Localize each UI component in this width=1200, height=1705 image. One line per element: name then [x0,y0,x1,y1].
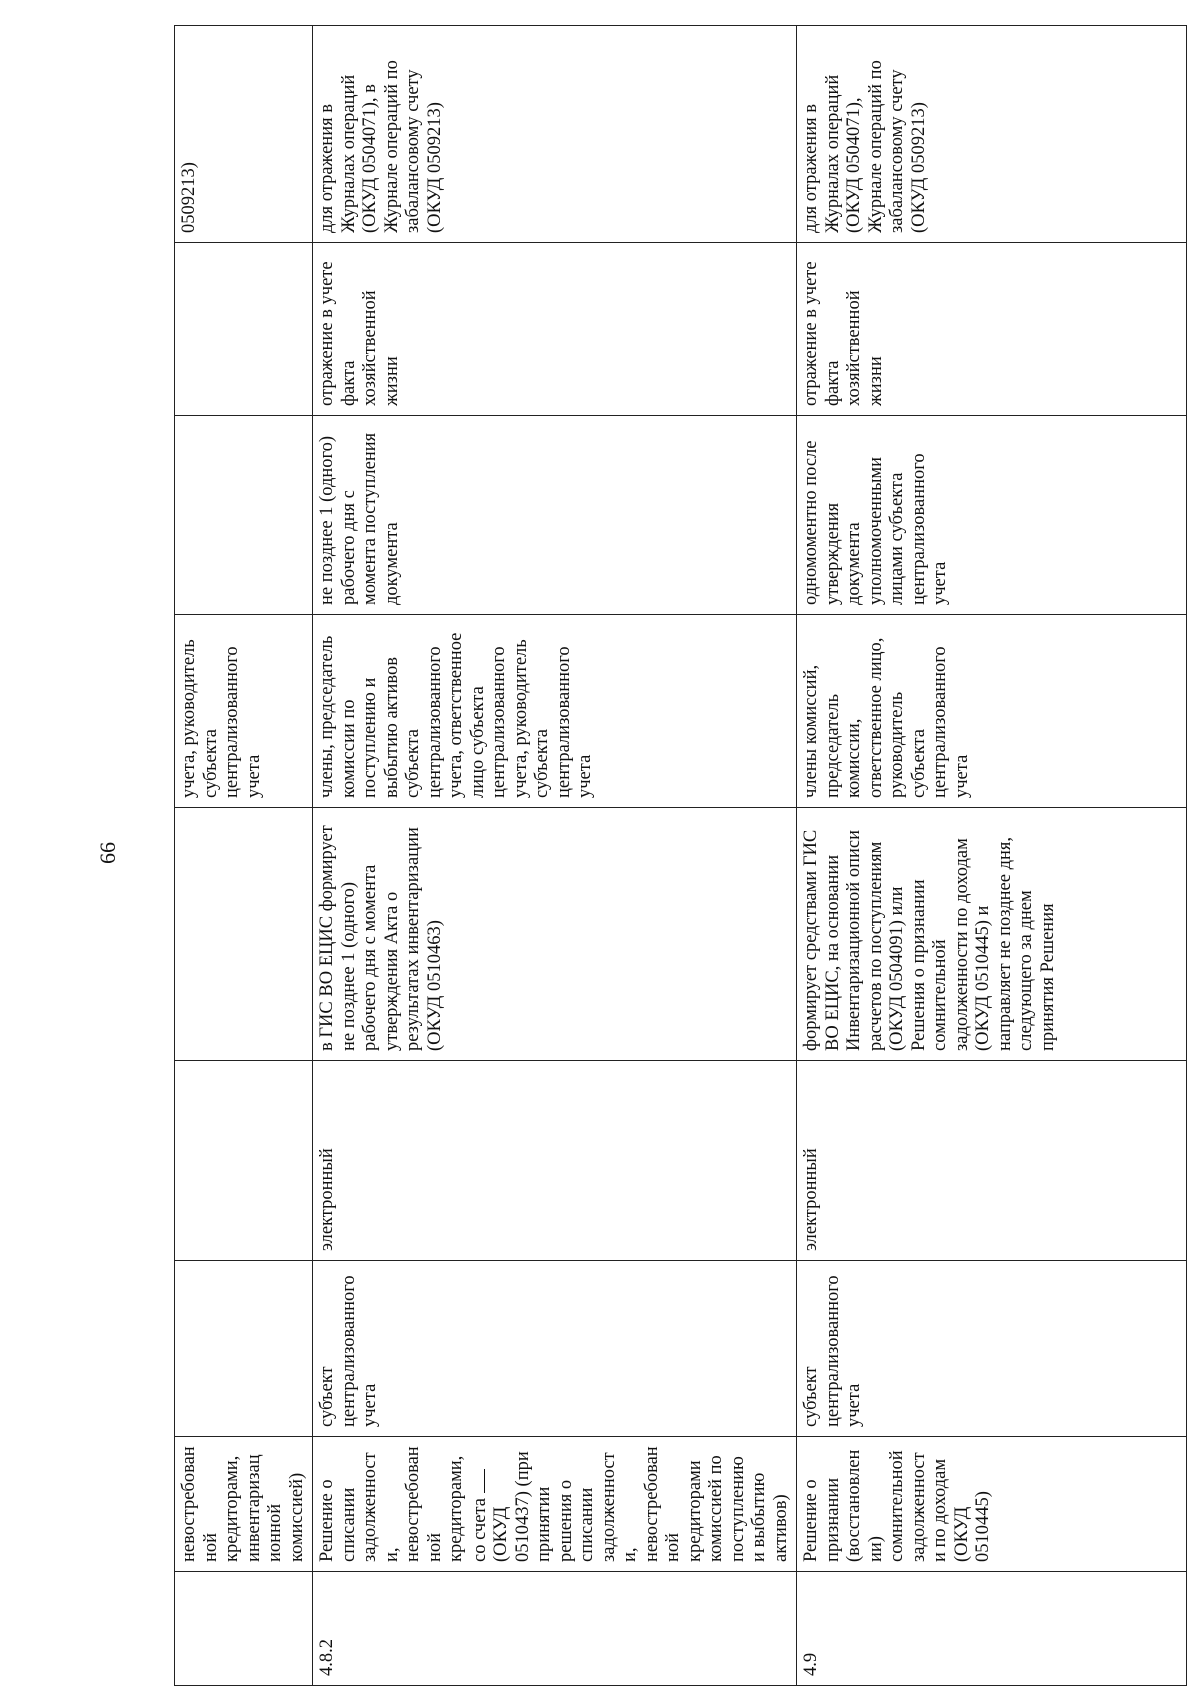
signers-cell: учета, руководитель субъекта централизованного учета [175,615,313,808]
table-row [175,26,313,1686]
procedure-cell: в ГИС ВО ЕЦИС формирует не позднее 1 (одного) рабочего дня с момента утверждения Акта о результатах инвентаризации (ОКУД 0510463) [313,808,797,1061]
deadline-cell: не позднее 1 (одного) рабочего дня с момента поступления документа [313,416,797,615]
purpose-cell [175,243,313,416]
document-name-part-b: (ОКУД 0510437) (при принятии решения о списании задолженности, невостребованной кредиторами комиссией по поступлению и выбытию активов) [491,1446,791,1562]
former-cell: субъект централизованного учета [797,1261,1187,1437]
former-cell: субъект централизованного учета [313,1261,797,1437]
signers-cell: члены комиссий, председатель комиссии, ответственное лицо, руководитель субъекта централизованного учета [797,615,1187,808]
registers-cell: 0509213) [175,26,313,243]
registers-cell: для отражения в Журналах операций (ОКУД 0504071), в Журнале операций по забалансовому счету (ОКУД 0509213) [313,26,797,243]
row-number-cell: 4.8.2 [313,1572,797,1686]
row-number-cell: 4.9 [797,1572,1187,1686]
signers-cell: члены, председатель комиссии по поступлению и выбытию активов субъекта централизованного учета, ответственное лицо субъекта централизованного учета, руководитель субъекта централизованного учета [313,615,797,808]
document-name-cell [313,1437,797,1572]
procedure-cell: формирует средствами ГИС ВО ЕЦИС, на основании Инвентаризационной описи расчетов по поступлениям (ОКУД 0504091) или Решения о признании сомнительной задолженности по доходам (ОКУД 0510445) и направляет не позднее дня, следующего за днем принятия Решения [797,808,1187,1061]
purpose-cell: отражение в учете факта хозяйственной жизни [797,243,1187,416]
document-name-part-a: Решение о списании задолженности, невостребованной кредиторами, со счета [317,1446,490,1562]
form-cell: электронный [797,1061,1187,1261]
purpose-cell: отражение в учете факта хозяйственной жизни [313,243,797,416]
document-name-cell: Решение о признании (восстановлении) сомнительной задолженности по доходам (ОКУД 0510445) [797,1437,1187,1572]
row-number-cell [175,1572,313,1686]
rotated-table-wrapper [174,26,1187,1686]
document-table [174,25,1187,1686]
form-cell: электронный [313,1061,797,1261]
deadline-cell [175,416,313,615]
document-name-cell: невостребованной кредиторами, инвентаризационной комиссией) [175,1437,313,1572]
page-number: 66 [95,842,120,864]
table-row [797,26,1187,1686]
form-cell [175,1061,313,1261]
former-cell [175,1261,313,1437]
blank-fill-line [468,1469,485,1493]
table-row [313,26,797,1686]
deadline-cell: одномоментно после утверждения документа уполномоченными лицами субъекта централизованного учета [797,416,1187,615]
registers-cell: для отражения в Журналах операций (ОКУД 0504071), Журнале операций по забалансовому счету (ОКУД 0509213) [797,26,1187,243]
procedure-cell [175,808,313,1061]
